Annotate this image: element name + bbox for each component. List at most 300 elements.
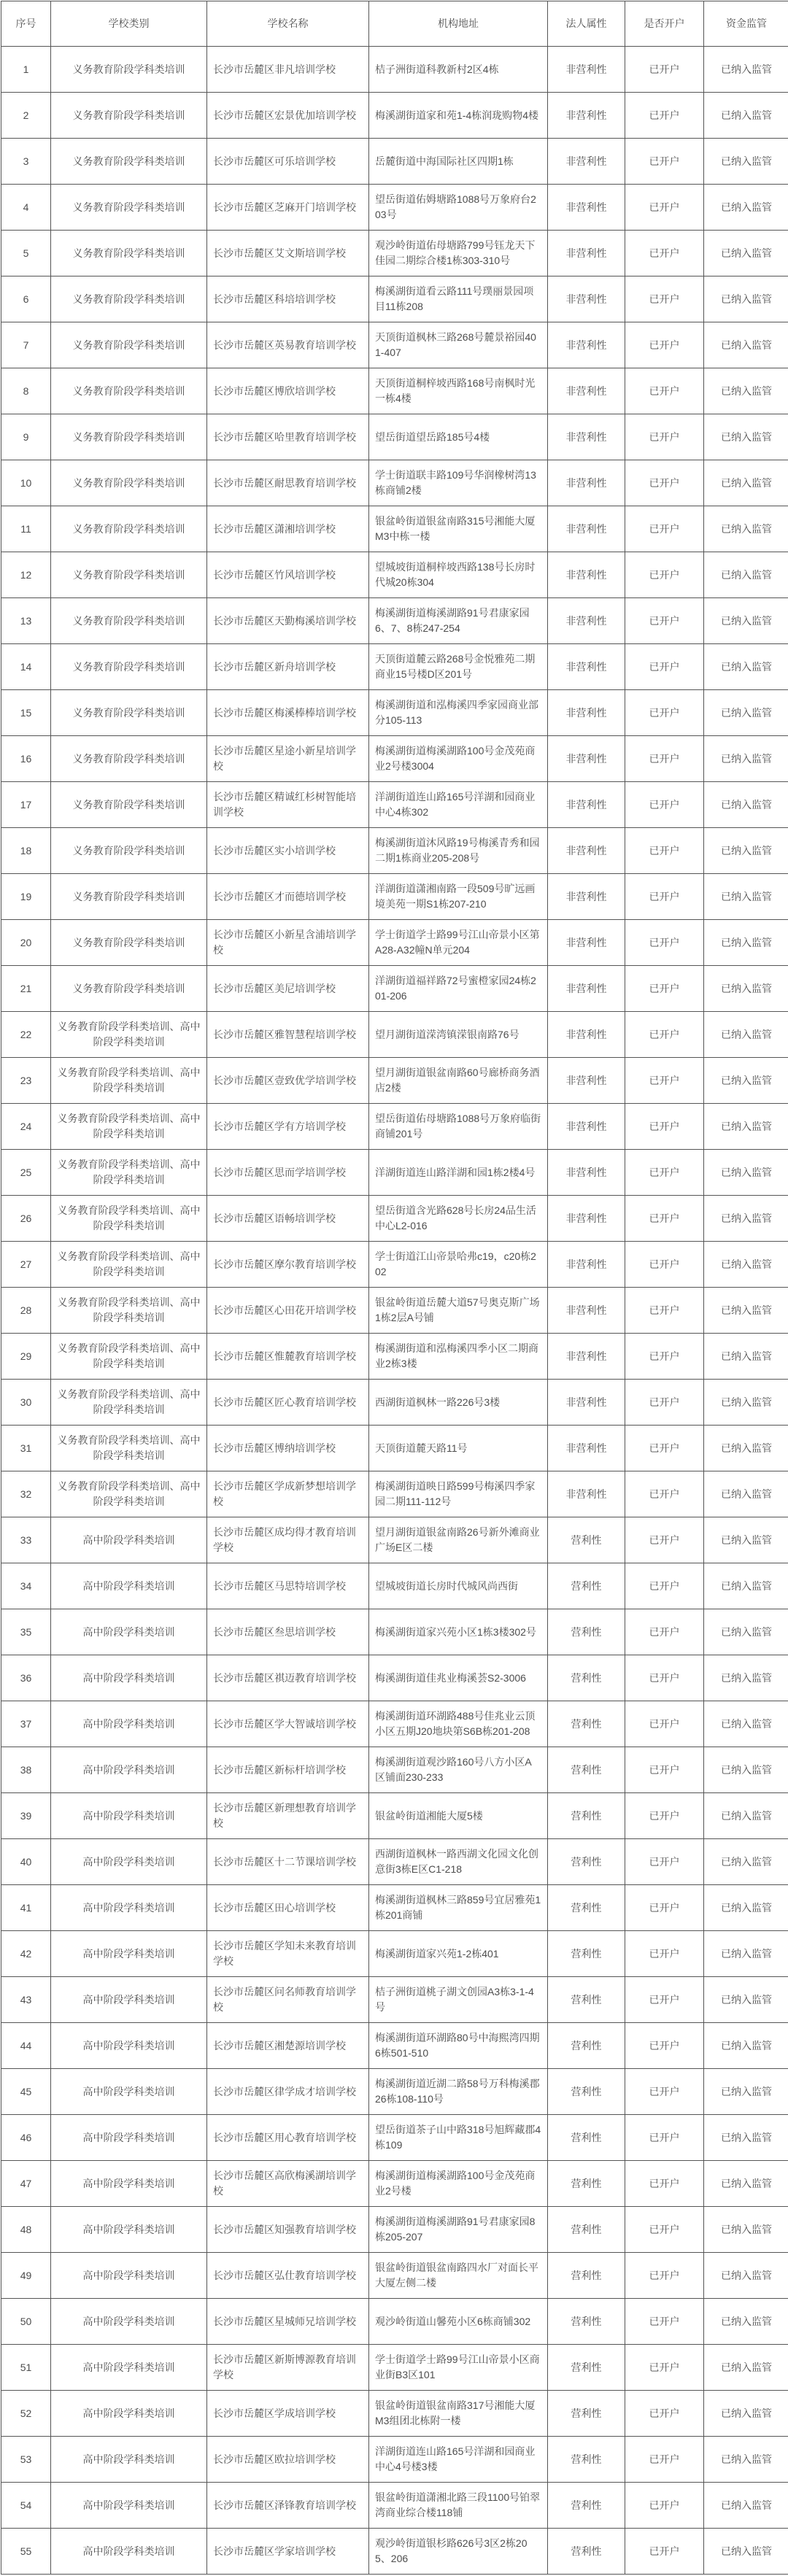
fund-supervision-cell: 已纳入监管 — [704, 93, 788, 139]
fund-supervision-cell: 已纳入监管 — [704, 1104, 788, 1150]
school-name-cell: 长沙市岳麓区用心教育培训学校 — [207, 2115, 369, 2161]
address-cell: 梅溪湖街道佳兆业梅溪荟S2-3006 — [369, 1655, 548, 1701]
account-status-cell: 已开户 — [625, 1885, 704, 1931]
address-cell: 观沙岭街道山馨苑小区6栋商铺302 — [369, 2299, 548, 2345]
account-status-cell: 已开户 — [625, 1563, 704, 1609]
address-cell: 学士街道学士路99号江山帝景小区商业街B3区101 — [369, 2345, 548, 2391]
legal-attribute-cell: 营利性 — [548, 2161, 625, 2207]
address-cell: 望岳街道佑姆塘路1088号万象府台203号 — [369, 185, 548, 231]
account-status-cell: 已开户 — [625, 2437, 704, 2483]
school-name-cell: 长沙市岳麓区惟麓教育培训学校 — [207, 1334, 369, 1380]
table-row — [1, 966, 788, 1012]
school-name-cell: 长沙市岳麓区星途小新星培训学校 — [207, 736, 369, 782]
school-name-cell: 长沙市岳麓区新斯博源教育培训学校 — [207, 2345, 369, 2391]
table-row — [1, 828, 788, 874]
fund-supervision-cell: 已纳入监管 — [704, 1885, 788, 1931]
address-cell: 观沙岭街道银杉路626号3区2栋205、206 — [369, 2529, 548, 2575]
serial-cell: 41 — [1, 1885, 51, 1931]
legal-attribute-cell: 营利性 — [548, 1885, 625, 1931]
category-cell: 义务教育阶段学科类培训 — [51, 368, 207, 414]
category-cell: 高中阶段学科类培训 — [51, 1885, 207, 1931]
table-row — [1, 2345, 788, 2391]
category-cell: 义务教育阶段学科类培训 — [51, 231, 207, 276]
address-cell: 梅溪湖街道枫林三路859号宜居雅苑1栋201商铺 — [369, 1885, 548, 1931]
school-name-cell: 长沙市岳麓区可乐培训学校 — [207, 139, 369, 185]
serial-cell: 13 — [1, 598, 51, 644]
table-row — [1, 1563, 788, 1609]
table-row — [1, 2437, 788, 2483]
table-row — [1, 231, 788, 276]
legal-attribute-cell: 非营利性 — [548, 920, 625, 966]
address-cell: 洋湖街道潇湘南路一段509号旷远画境美苑一期S1栋207-210 — [369, 874, 548, 920]
school-name-cell: 长沙市岳麓区才而德培训学校 — [207, 874, 369, 920]
serial-cell: 14 — [1, 644, 51, 690]
address-cell: 洋湖街道连山路洋湖和园1栋2楼4号 — [369, 1150, 548, 1196]
address-cell: 望月湖街道银盆南路26号新外滩商业广场E区二楼 — [369, 1517, 548, 1563]
category-cell: 高中阶段学科类培训 — [51, 1609, 207, 1655]
table-row — [1, 736, 788, 782]
table-row — [1, 322, 788, 368]
school-name-cell: 长沙市岳麓区非凡培训学校 — [207, 47, 369, 93]
school-name-cell: 长沙市岳麓区哈里教育培训学校 — [207, 414, 369, 460]
fund-supervision-cell: 已纳入监管 — [704, 1701, 788, 1747]
serial-cell: 43 — [1, 1977, 51, 2023]
account-status-cell: 已开户 — [625, 598, 704, 644]
legal-attribute-cell: 营利性 — [548, 1747, 625, 1793]
address-cell: 学士街道学士路99号江山帝景小区第A28-A32幢N单元204 — [369, 920, 548, 966]
school-name-cell: 长沙市岳麓区学有方培训学校 — [207, 1104, 369, 1150]
school-name-cell: 长沙市岳麓区美尼培训学校 — [207, 966, 369, 1012]
category-cell: 义务教育阶段学科类培训、高中阶段学科类培训 — [51, 1426, 207, 1471]
address-cell: 望城坡街道长房时代城风尚西街 — [369, 1563, 548, 1609]
serial-cell: 45 — [1, 2069, 51, 2115]
category-cell: 义务教育阶段学科类培训 — [51, 322, 207, 368]
table-row — [1, 2023, 788, 2069]
account-status-cell: 已开户 — [625, 2345, 704, 2391]
table-row — [1, 1655, 788, 1701]
school-name-cell: 长沙市岳麓区英易教育培训学校 — [207, 322, 369, 368]
address-cell: 银盆岭街道潇湘北路三段1100号铂翠湾商业综合楼118铺 — [369, 2483, 548, 2529]
fund-supervision-cell: 已纳入监管 — [704, 1334, 788, 1380]
serial-cell: 15 — [1, 690, 51, 736]
address-cell: 梅溪湖街道看云路111号璞丽景园项目11栋208 — [369, 276, 548, 322]
legal-attribute-cell: 营利性 — [548, 1609, 625, 1655]
account-status-cell: 已开户 — [625, 736, 704, 782]
category-cell: 高中阶段学科类培训 — [51, 1977, 207, 2023]
category-cell: 高中阶段学科类培训 — [51, 2345, 207, 2391]
fund-supervision-cell: 已纳入监管 — [704, 552, 788, 598]
account-status-cell: 已开户 — [625, 552, 704, 598]
address-cell: 望城坡街道桐梓坡西路138号长房时代城20栋304 — [369, 552, 548, 598]
category-cell: 高中阶段学科类培训 — [51, 2023, 207, 2069]
table-row — [1, 874, 788, 920]
serial-cell: 16 — [1, 736, 51, 782]
school-name-cell: 长沙市岳麓区湘楚源培训学校 — [207, 2023, 369, 2069]
school-name-cell: 长沙市岳麓区语畅培训学校 — [207, 1196, 369, 1242]
serial-cell: 24 — [1, 1104, 51, 1150]
table-row — [1, 1242, 788, 1288]
legal-attribute-cell: 营利性 — [548, 1701, 625, 1747]
category-cell: 高中阶段学科类培训 — [51, 2207, 207, 2253]
school-name-cell: 长沙市岳麓区星城师兄培训学校 — [207, 2299, 369, 2345]
account-status-cell: 已开户 — [625, 828, 704, 874]
table-row — [1, 2253, 788, 2299]
category-cell: 高中阶段学科类培训 — [51, 2161, 207, 2207]
serial-cell: 8 — [1, 368, 51, 414]
school-name-cell: 长沙市岳麓区思而学培训学校 — [207, 1150, 369, 1196]
account-status-cell: 已开户 — [625, 966, 704, 1012]
address-cell: 梅溪湖街道梅溪湖路100号金茂苑商业2号楼3004 — [369, 736, 548, 782]
serial-cell: 28 — [1, 1288, 51, 1334]
account-status-cell: 已开户 — [625, 1931, 704, 1977]
address-cell: 梅溪湖街道环湖路488号佳兆业云顶小区五期J20地块第S6B栋201-208 — [369, 1701, 548, 1747]
table-row — [1, 2529, 788, 2575]
table-row — [1, 920, 788, 966]
serial-cell: 11 — [1, 506, 51, 552]
serial-cell: 3 — [1, 139, 51, 185]
legal-attribute-cell: 非营利性 — [548, 1426, 625, 1471]
fund-supervision-cell: 已纳入监管 — [704, 1288, 788, 1334]
fund-supervision-cell: 已纳入监管 — [704, 966, 788, 1012]
account-status-cell: 已开户 — [625, 782, 704, 828]
serial-cell: 39 — [1, 1793, 51, 1839]
account-status-cell: 已开户 — [625, 2115, 704, 2161]
serial-cell: 5 — [1, 231, 51, 276]
category-cell: 义务教育阶段学科类培训、高中阶段学科类培训 — [51, 1471, 207, 1517]
school-name-cell: 长沙市岳麓区潇湘培训学校 — [207, 506, 369, 552]
legal-attribute-cell: 营利性 — [548, 1563, 625, 1609]
account-status-cell: 已开户 — [625, 1196, 704, 1242]
serial-cell: 19 — [1, 874, 51, 920]
category-cell: 高中阶段学科类培训 — [51, 2253, 207, 2299]
school-name-cell: 长沙市岳麓区成均得才教育培训学校 — [207, 1517, 369, 1563]
account-status-cell: 已开户 — [625, 1609, 704, 1655]
table-body — [1, 47, 788, 2575]
category-cell: 高中阶段学科类培训 — [51, 2437, 207, 2483]
category-cell: 义务教育阶段学科类培训 — [51, 414, 207, 460]
serial-cell: 17 — [1, 782, 51, 828]
account-status-cell: 已开户 — [625, 231, 704, 276]
serial-cell: 29 — [1, 1334, 51, 1380]
account-status-cell: 已开户 — [625, 1242, 704, 1288]
school-name-cell: 长沙市岳麓区学大智诚培训学校 — [207, 1701, 369, 1747]
table-row — [1, 1977, 788, 2023]
account-status-cell: 已开户 — [625, 1793, 704, 1839]
category-cell: 义务教育阶段学科类培训、高中阶段学科类培训 — [51, 1242, 207, 1288]
fund-supervision-cell: 已纳入监管 — [704, 1058, 788, 1104]
table-row — [1, 598, 788, 644]
address-cell: 洋湖街道福祥路72号蜜橙家园24栋201-206 — [369, 966, 548, 1012]
account-status-cell: 已开户 — [625, 2391, 704, 2437]
column-header-category: 学校类别 — [51, 1, 207, 47]
table-row — [1, 276, 788, 322]
school-name-cell: 长沙市岳麓区精诚红杉树智能培训学校 — [207, 782, 369, 828]
legal-attribute-cell: 非营利性 — [548, 460, 625, 506]
account-status-cell: 已开户 — [625, 2529, 704, 2575]
address-cell: 望岳街道含光路628号长房24品生活中心L2-016 — [369, 1196, 548, 1242]
serial-cell: 47 — [1, 2161, 51, 2207]
category-cell: 义务教育阶段学科类培训 — [51, 93, 207, 139]
category-cell: 义务教育阶段学科类培训 — [51, 552, 207, 598]
address-cell: 梅溪湖街道家兴苑1-2栋401 — [369, 1931, 548, 1977]
fund-supervision-cell: 已纳入监管 — [704, 690, 788, 736]
table-row — [1, 2115, 788, 2161]
legal-attribute-cell: 非营利性 — [548, 1012, 625, 1058]
school-name-cell: 长沙市岳麓区田心培训学校 — [207, 1885, 369, 1931]
fund-supervision-cell: 已纳入监管 — [704, 1426, 788, 1471]
school-name-cell: 长沙市岳麓区雅智慧程培训学校 — [207, 1012, 369, 1058]
legal-attribute-cell: 非营利性 — [548, 368, 625, 414]
address-cell: 天顶街道桐梓坡西路168号南枫时光一栋4楼 — [369, 368, 548, 414]
legal-attribute-cell: 非营利性 — [548, 231, 625, 276]
school-name-cell: 长沙市岳麓区欧拉培训学校 — [207, 2437, 369, 2483]
table-row — [1, 552, 788, 598]
legal-attribute-cell: 非营利性 — [548, 1242, 625, 1288]
table-row — [1, 782, 788, 828]
fund-supervision-cell: 已纳入监管 — [704, 1747, 788, 1793]
legal-attribute-cell: 非营利性 — [548, 414, 625, 460]
account-status-cell: 已开户 — [625, 368, 704, 414]
table-row — [1, 1150, 788, 1196]
fund-supervision-cell: 已纳入监管 — [704, 185, 788, 231]
school-name-cell: 长沙市岳麓区问名师教育培训学校 — [207, 1977, 369, 2023]
legal-attribute-cell: 营利性 — [548, 2299, 625, 2345]
serial-cell: 23 — [1, 1058, 51, 1104]
legal-attribute-cell: 非营利性 — [548, 322, 625, 368]
school-name-cell: 长沙市岳麓区祺迈教育培训学校 — [207, 1655, 369, 1701]
address-cell: 天顶街道枫林三路268号麓景裕园401-407 — [369, 322, 548, 368]
address-cell: 望岳街道茶子山中路318号旭辉藏郡4栋109 — [369, 2115, 548, 2161]
category-cell: 高中阶段学科类培训 — [51, 2391, 207, 2437]
fund-supervision-cell: 已纳入监管 — [704, 2437, 788, 2483]
serial-cell: 7 — [1, 322, 51, 368]
table-row — [1, 93, 788, 139]
fund-supervision-cell: 已纳入监管 — [704, 2161, 788, 2207]
serial-cell: 42 — [1, 1931, 51, 1977]
account-status-cell: 已开户 — [625, 1517, 704, 1563]
fund-supervision-cell: 已纳入监管 — [704, 231, 788, 276]
fund-supervision-cell: 已纳入监管 — [704, 2299, 788, 2345]
school-name-cell: 长沙市岳麓区马思特培训学校 — [207, 1563, 369, 1609]
serial-cell: 18 — [1, 828, 51, 874]
school-name-cell: 长沙市岳麓区博纳培训学校 — [207, 1426, 369, 1471]
serial-cell: 2 — [1, 93, 51, 139]
table-row — [1, 2069, 788, 2115]
table-row — [1, 139, 788, 185]
serial-cell: 25 — [1, 1150, 51, 1196]
account-status-cell: 已开户 — [625, 1288, 704, 1334]
category-cell: 高中阶段学科类培训 — [51, 1839, 207, 1885]
address-cell: 梅溪湖街道梅溪湖路91号君康家园8栋205-207 — [369, 2207, 548, 2253]
fund-supervision-cell: 已纳入监管 — [704, 874, 788, 920]
account-status-cell: 已开户 — [625, 1701, 704, 1747]
legal-attribute-cell: 营利性 — [548, 2115, 625, 2161]
legal-attribute-cell: 非营利性 — [548, 1196, 625, 1242]
category-cell: 义务教育阶段学科类培训、高中阶段学科类培训 — [51, 1288, 207, 1334]
serial-cell: 22 — [1, 1012, 51, 1058]
address-cell: 梅溪湖街道观沙路160号八方小区A区铺面230-233 — [369, 1747, 548, 1793]
legal-attribute-cell: 非营利性 — [548, 598, 625, 644]
account-status-cell: 已开户 — [625, 2483, 704, 2529]
legal-attribute-cell: 非营利性 — [548, 552, 625, 598]
category-cell: 义务教育阶段学科类培训 — [51, 185, 207, 231]
serial-cell: 4 — [1, 185, 51, 231]
school-name-cell: 长沙市岳麓区知强教育培训学校 — [207, 2207, 369, 2253]
table-row — [1, 2207, 788, 2253]
legal-attribute-cell: 非营利性 — [548, 47, 625, 93]
serial-cell: 38 — [1, 1747, 51, 1793]
table-row — [1, 2161, 788, 2207]
fund-supervision-cell: 已纳入监管 — [704, 1977, 788, 2023]
fund-supervision-cell: 已纳入监管 — [704, 2391, 788, 2437]
account-status-cell: 已开户 — [625, 506, 704, 552]
account-status-cell: 已开户 — [625, 1058, 704, 1104]
category-cell: 义务教育阶段学科类培训、高中阶段学科类培训 — [51, 1334, 207, 1380]
legal-attribute-cell: 非营利性 — [548, 966, 625, 1012]
serial-cell: 52 — [1, 2391, 51, 2437]
category-cell: 高中阶段学科类培训 — [51, 1793, 207, 1839]
account-status-cell: 已开户 — [625, 1747, 704, 1793]
account-status-cell: 已开户 — [625, 1839, 704, 1885]
serial-cell: 54 — [1, 2483, 51, 2529]
fund-supervision-cell: 已纳入监管 — [704, 2023, 788, 2069]
legal-attribute-cell: 非营利性 — [548, 1104, 625, 1150]
fund-supervision-cell: 已纳入监管 — [704, 598, 788, 644]
fund-supervision-cell: 已纳入监管 — [704, 1517, 788, 1563]
account-status-cell: 已开户 — [625, 1471, 704, 1517]
school-name-cell: 长沙市岳麓区学知未来教育培训学校 — [207, 1931, 369, 1977]
table-row — [1, 460, 788, 506]
category-cell: 义务教育阶段学科类培训 — [51, 276, 207, 322]
category-cell: 高中阶段学科类培训 — [51, 2299, 207, 2345]
category-cell: 义务教育阶段学科类培训 — [51, 598, 207, 644]
account-status-cell: 已开户 — [625, 1334, 704, 1380]
address-cell: 望岳街道望岳路185号4楼 — [369, 414, 548, 460]
fund-supervision-cell: 已纳入监管 — [704, 1609, 788, 1655]
table-row — [1, 2299, 788, 2345]
address-cell: 梅溪湖街道环湖路80号中海熙湾四期6栋501-510 — [369, 2023, 548, 2069]
table-row — [1, 1839, 788, 1885]
category-cell: 高中阶段学科类培训 — [51, 1701, 207, 1747]
serial-cell: 27 — [1, 1242, 51, 1288]
table-row — [1, 644, 788, 690]
category-cell: 高中阶段学科类培训 — [51, 2115, 207, 2161]
school-name-cell: 长沙市岳麓区新标杆培训学校 — [207, 1747, 369, 1793]
account-status-cell: 已开户 — [625, 460, 704, 506]
legal-attribute-cell: 非营利性 — [548, 828, 625, 874]
category-cell: 高中阶段学科类培训 — [51, 1655, 207, 1701]
school-name-cell: 长沙市岳麓区梅溪棒棒培训学校 — [207, 690, 369, 736]
fund-supervision-cell: 已纳入监管 — [704, 1839, 788, 1885]
address-cell: 西湖街道枫林一路226号3楼 — [369, 1380, 548, 1426]
account-status-cell: 已开户 — [625, 1977, 704, 2023]
category-cell: 义务教育阶段学科类培训 — [51, 874, 207, 920]
table-row — [1, 1426, 788, 1471]
account-status-cell: 已开户 — [625, 93, 704, 139]
account-status-cell: 已开户 — [625, 1426, 704, 1471]
account-status-cell: 已开户 — [625, 1012, 704, 1058]
legal-attribute-cell: 非营利性 — [548, 1380, 625, 1426]
account-status-cell: 已开户 — [625, 47, 704, 93]
serial-cell: 51 — [1, 2345, 51, 2391]
training-schools-table — [1, 1, 788, 2575]
account-status-cell: 已开户 — [625, 414, 704, 460]
category-cell: 义务教育阶段学科类培训 — [51, 690, 207, 736]
serial-cell: 21 — [1, 966, 51, 1012]
fund-supervision-cell: 已纳入监管 — [704, 1655, 788, 1701]
legal-attribute-cell: 营利性 — [548, 2437, 625, 2483]
legal-attribute-cell: 非营利性 — [548, 644, 625, 690]
address-cell: 银盆岭街道银盆南路四水厂对面长平大厦左侧二楼 — [369, 2253, 548, 2299]
address-cell: 洋湖街道连山路165号洋湖和园商业中心4栋302 — [369, 782, 548, 828]
school-name-cell: 长沙市岳麓区宏景优加培训学校 — [207, 93, 369, 139]
address-cell: 梅溪湖街道近湖二路58号万科梅溪郡26栋108-110号 — [369, 2069, 548, 2115]
serial-cell: 48 — [1, 2207, 51, 2253]
serial-cell: 32 — [1, 1471, 51, 1517]
table-row — [1, 1931, 788, 1977]
serial-cell: 12 — [1, 552, 51, 598]
category-cell: 高中阶段学科类培训 — [51, 2483, 207, 2529]
category-cell: 义务教育阶段学科类培训、高中阶段学科类培训 — [51, 1012, 207, 1058]
serial-cell: 34 — [1, 1563, 51, 1609]
serial-cell: 46 — [1, 2115, 51, 2161]
category-cell: 高中阶段学科类培训 — [51, 2069, 207, 2115]
category-cell: 义务教育阶段学科类培训、高中阶段学科类培训 — [51, 1058, 207, 1104]
table-row — [1, 185, 788, 231]
legal-attribute-cell: 营利性 — [548, 2345, 625, 2391]
school-name-cell: 长沙市岳麓区天勤梅溪培训学校 — [207, 598, 369, 644]
legal-attribute-cell: 营利性 — [548, 1655, 625, 1701]
address-cell: 望月湖街道溁湾镇溁银南路76号 — [369, 1012, 548, 1058]
legal-attribute-cell: 非营利性 — [548, 185, 625, 231]
fund-supervision-cell: 已纳入监管 — [704, 1012, 788, 1058]
address-cell: 梅溪湖街道梅溪湖路91号君康家园6、7、8栋247-254 — [369, 598, 548, 644]
fund-supervision-cell: 已纳入监管 — [704, 1931, 788, 1977]
fund-supervision-cell: 已纳入监管 — [704, 2345, 788, 2391]
legal-attribute-cell: 非营利性 — [548, 736, 625, 782]
serial-cell: 36 — [1, 1655, 51, 1701]
legal-attribute-cell: 营利性 — [548, 2207, 625, 2253]
address-cell: 梅溪湖街道家和苑1-4栋润珑购物4楼 — [369, 93, 548, 139]
school-name-cell: 长沙市岳麓区壹致优学培训学校 — [207, 1058, 369, 1104]
account-status-cell: 已开户 — [625, 644, 704, 690]
school-name-cell: 长沙市岳麓区新理想教育培训学校 — [207, 1793, 369, 1839]
table-row — [1, 1517, 788, 1563]
school-name-cell: 长沙市岳麓区叁思培训学校 — [207, 1609, 369, 1655]
fund-supervision-cell: 已纳入监管 — [704, 1196, 788, 1242]
table-row — [1, 1288, 788, 1334]
school-name-cell: 长沙市岳麓区泽锋教育培训学校 — [207, 2483, 369, 2529]
column-header-fund-supervision: 资金监管 — [704, 1, 788, 47]
legal-attribute-cell: 营利性 — [548, 2391, 625, 2437]
address-cell: 梅溪湖街道和泓梅溪四季小区二期商业2栋3楼 — [369, 1334, 548, 1380]
fund-supervision-cell: 已纳入监管 — [704, 644, 788, 690]
serial-cell: 10 — [1, 460, 51, 506]
category-cell: 高中阶段学科类培训 — [51, 1517, 207, 1563]
legal-attribute-cell: 非营利性 — [548, 1334, 625, 1380]
category-cell: 义务教育阶段学科类培训 — [51, 139, 207, 185]
school-name-cell: 长沙市岳麓区耐思教育培训学校 — [207, 460, 369, 506]
table-row — [1, 1380, 788, 1426]
school-name-cell: 长沙市岳麓区芝麻开门培训学校 — [207, 185, 369, 231]
account-status-cell: 已开户 — [625, 2023, 704, 2069]
fund-supervision-cell: 已纳入监管 — [704, 1380, 788, 1426]
header-row — [1, 1, 788, 47]
category-cell: 义务教育阶段学科类培训 — [51, 736, 207, 782]
legal-attribute-cell: 营利性 — [548, 1977, 625, 2023]
legal-attribute-cell: 非营利性 — [548, 1288, 625, 1334]
legal-attribute-cell: 非营利性 — [548, 276, 625, 322]
